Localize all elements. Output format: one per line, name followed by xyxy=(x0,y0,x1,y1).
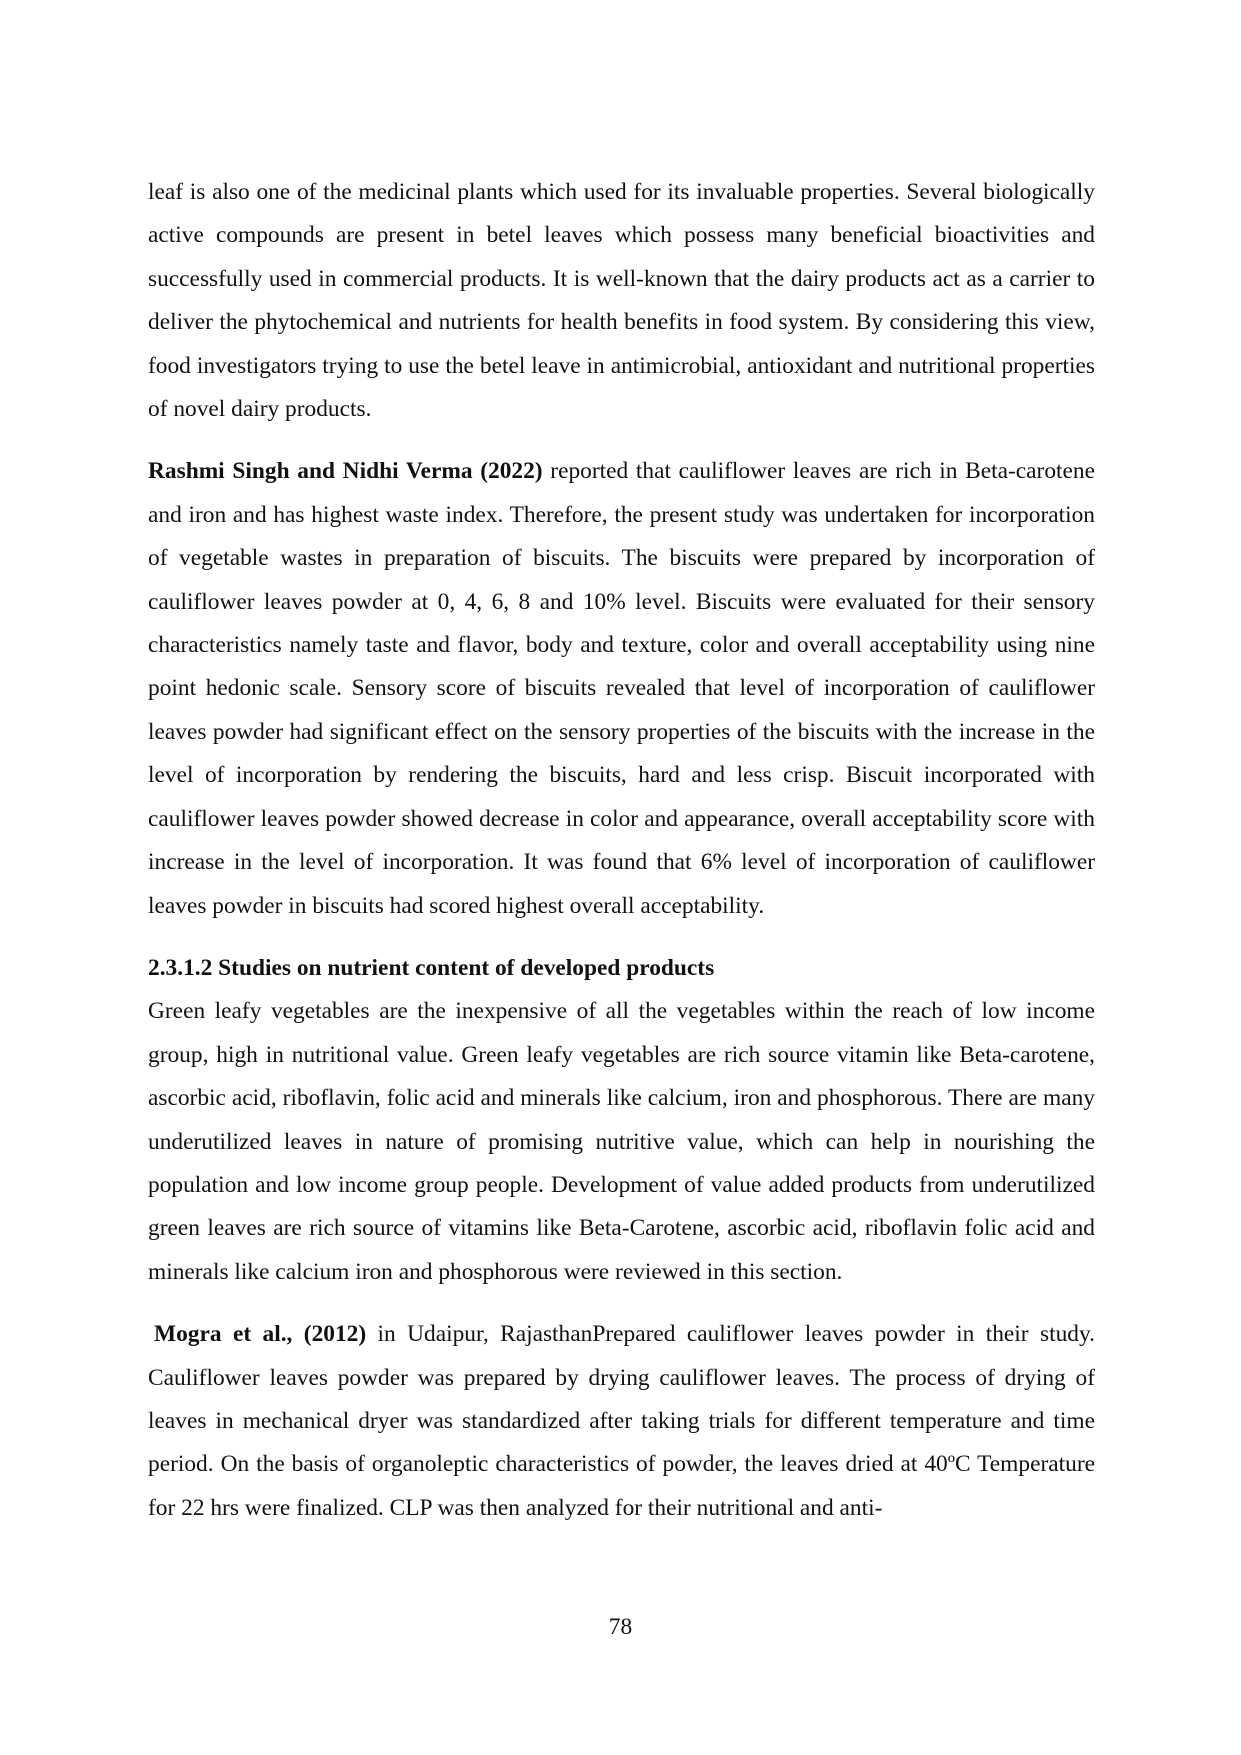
document-page xyxy=(148,171,1095,1530)
paragraph-mogra-body: in Udaipur, RajasthanPrepared cauliflower leaves powder in their study. Cauliflower leaves powder was prepared by drying cauliflower leaves. The process of drying of leaves in mechanical dryer was standardized after taking trials for different temperature and time period. On the basis of organoleptic characteristics of powder, the leaves dried at 40ºC Temperature for 22 hrs were finalized. CLP was then analyzed for their nutritional and anti- xyxy=(148,1321,1095,1521)
paragraph-green-leafy: Green leafy vegetables are the inexpensive of all the vegetables within the reach of low income group, high in nutritional value. Green leafy vegetables are rich source vitamin like Beta-carotene, ascorbic acid, riboflavin, folic acid and minerals like calcium, iron and phosphorous. There are many underutilized leaves in nature of promising nutritive value, which can help in nourishing the population and low income group people. Development of value added products from underutilized green leaves are rich source of vitamins like Beta-Carotene, ascorbic acid, riboflavin folic acid and minerals like calcium iron and phosphorous were reviewed in this section. xyxy=(148,998,1095,1285)
citation-mogra: Mogra et al., (2012) xyxy=(154,1321,367,1348)
paragraph-singh-verma xyxy=(148,450,1095,927)
citation-singh-verma: Rashmi Singh and Nidhi Verma (2022) xyxy=(148,458,543,485)
section-heading: 2.3.1.2 Studies on nutrient content of developed products xyxy=(148,954,715,981)
paragraph-singh-verma-body: reported that cauliflower leaves are rich in Beta-carotene and iron and has highest waste index. Therefore, the present study was undertaken for incorporation of vegetable wastes in preparation of biscuits. The biscuits were prepared by incorporation of cauliflower leaves powder at 0, 4, 6, 8 and 10% level. Biscuits were evaluated for their sensory characteristics namely taste and flavor, body and texture, color and overall acceptability using nine point hedonic scale. Sensory score of biscuits revealed that level of incorporation of cauliflower leaves powder had significant effect on the sensory properties of the biscuits with the increase in the level of incorporation by rendering the biscuits, hard and less crisp. Biscuit incorporated with cauliflower leaves powder showed decrease in color and appearance, overall acceptability score with increase in the level of incorporation. It was found that 6% level of incorporation of cauliflower leaves powder in biscuits had scored highest overall acceptability. xyxy=(148,458,1096,919)
page-number: 78 xyxy=(608,1614,633,1640)
paragraph-mogra xyxy=(148,1313,1095,1530)
paragraph-betel-leaf: leaf is also one of the medicinal plants which used for its invaluable properties. Several biologically active compounds are present in betel leaves which possess many beneficial bioactivities and successfully used in commercial products. It is well-known that the dairy products act as a carrier to deliver the phytochemical and nutrients for health benefits in food system. By considering this view, food investigators trying to use the betel leave in antimicrobial, antioxidant and nutritional properties of novel dairy products. xyxy=(148,179,1095,423)
